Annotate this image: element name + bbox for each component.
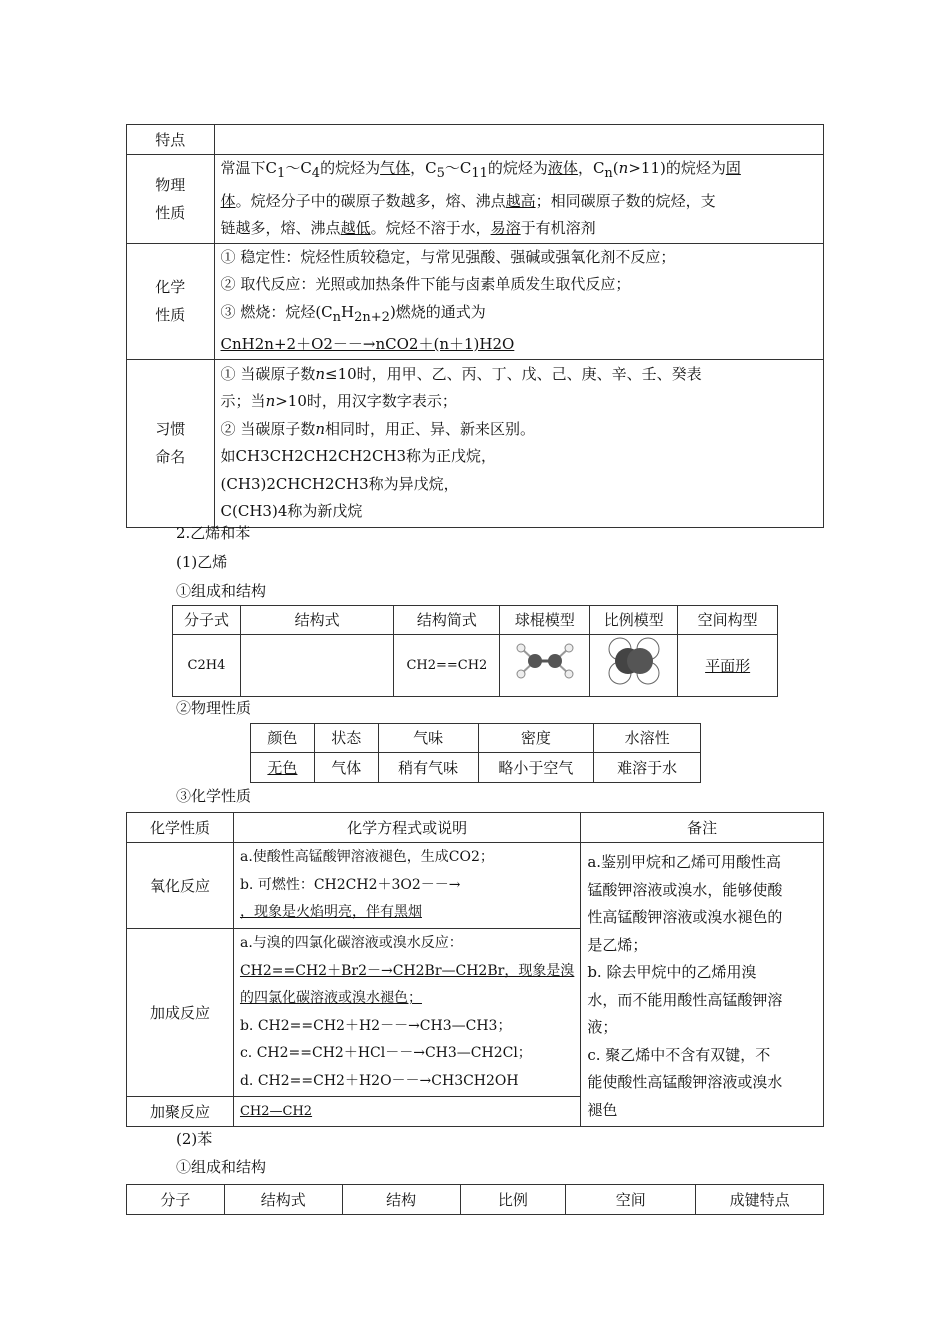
ball-stick-model-icon [513,639,577,683]
header-scale: 比例 [460,1185,566,1215]
header-chem-property: 化学性质 [127,813,234,843]
space-filling-model-image [590,635,678,697]
value-odor: 稍有气味 [378,753,478,783]
label-oxidation: 氧化反应 [127,843,234,929]
subheading-benzene: (2)苯 [176,1130,213,1148]
structural-formula-cell [240,635,394,697]
header-ball-stick: 球棍模型 [500,606,590,635]
polymerization-text: CH2—CH2 [233,1097,580,1127]
header-remarks: 备注 [581,813,824,843]
label-polymerization: 加聚反应 [127,1097,234,1127]
header-space-filling: 比例模型 [590,606,678,635]
subheading-composition: ①组成和结构 [176,582,267,600]
header-structural: 结构式 [224,1185,342,1215]
ethene-chemical-table [126,812,824,1127]
oxidation-text: a.使酸性高锰酸钾溶液褪色，生成CO2； b. 可燃性：CH2CH2＋3O2－－→ ，现象是火焰明亮，伴有黑烟 [233,843,580,929]
header-condensed: 结构简式 [394,606,500,635]
physical-properties-text: 常温下$C_1\sim C_4$的烷烃为气体，$C_5\sim C_{11}$的烷烃为液体，$C_n(n>11)$的烷烃为固 体。烷烃分子中的碳原子数越多，熔、沸点越高；相同碳原子数的烷烃，支 链越多，熔、沸点越低。烷烃不溶于水，易溶于有机溶剂 [214,155,823,244]
value-solubility: 难溶于水 [594,753,701,783]
header-geometry: 空间构型 [678,606,778,635]
header-odor: 气味 [378,724,478,753]
subheading-physical: ②物理性质 [176,699,252,717]
addition-text: a.与溴的四氯化碳溶液或溴水反应： CH2==CH2＋Br2－→CH2Br—CH2Br，现象是溴 的四氯化碳溶液或溴水褪色； b. CH2==CH2＋H2－－→CH3—CH3； c. CH2==CH2＋HCl－－→CH3—CH2Cl； d. CH2==CH2＋H2O－－→CH3CH2OH [233,929,580,1097]
subheading-chemical: ③化学性质 [176,787,252,805]
remarks-text: a.鉴别甲烷和乙烯可用酸性高 锰酸钾溶液或溴水，能够使酸 性高锰酸钾溶液或溴水褪色的 是乙烯； b. 除去甲烷中的乙烯用溴 水，而不能用酸性高锰酸钾溶 液； c. 聚乙烯中不含有双键，不 能使酸性高锰酸钾溶液或溴水 褪色 [581,843,824,1127]
ball-stick-model-image [500,635,590,697]
combustion-equation: CnH2n+2＋O2－－→nCO2＋(n＋1)H2O [220,335,515,353]
benzene-structure-table [126,1184,824,1215]
header-molecule: 分子 [127,1185,225,1215]
value-density: 略小于空气 [478,753,594,783]
features-cell [214,125,823,155]
chemical-properties-text: ① 稳定性：烷烃性质较稳定，与常见强酸、强碱或强氧化剂不反应； ② 取代反应：光照或加热条件下能与卤素单质发生取代反应； ③ 燃烧：烷烃$(C_nH_{2n+2})$燃烧的通式为 CnH2n+2＋O2－－→nCO2＋(n＋1)H2O [214,243,823,359]
header-density: 密度 [478,724,594,753]
ethene-structure-table [172,605,778,697]
row-label-chemical: 化学 性质 [127,243,215,359]
header-bonding: 成键特点 [696,1185,824,1215]
alkane-table [126,124,824,528]
row-label-naming: 习惯 命名 [127,359,215,527]
ethene-condensed: CH2==CH2 [394,635,500,697]
header-structure: 结构 [342,1185,460,1215]
ethene-geometry: 平面形 [678,635,778,697]
value-color: 无色 [251,753,315,783]
subheading-composition-2: ①组成和结构 [176,1158,267,1176]
row-label-physical: 物理 性质 [127,155,215,244]
header-structural: 结构式 [240,606,394,635]
naming-text: ① 当碳原子数n≤10时，用甲、乙、丙、丁、戊、己、庚、辛、壬、癸表 示；当n>10时，用汉字数字表示； ② 当碳原子数n相同时，用正、异、新来区别。 如CH3CH2CH2CH2CH3称为正戊烷， (CH3)2CHCH2CH3称为异戊烷， C(CH3)4称为新戊烷 [214,359,823,527]
subheading-ethene: (1)乙烯 [176,553,228,571]
header-space: 空间 [566,1185,696,1215]
header-state: 状态 [314,724,378,753]
value-state: 气体 [314,753,378,783]
ethene-formula: C2H4 [173,635,241,697]
row-label-features: 特点 [127,125,215,155]
label-addition: 加成反应 [127,929,234,1097]
section-heading-ethene-benzene: 2.乙烯和苯 [176,524,251,542]
space-filling-model-icon [606,635,662,687]
ethene-physical-table [250,723,701,783]
header-solubility: 水溶性 [594,724,701,753]
header-equation: 化学方程式或说明 [233,813,580,843]
header-formula: 分子式 [173,606,241,635]
header-color: 颜色 [251,724,315,753]
